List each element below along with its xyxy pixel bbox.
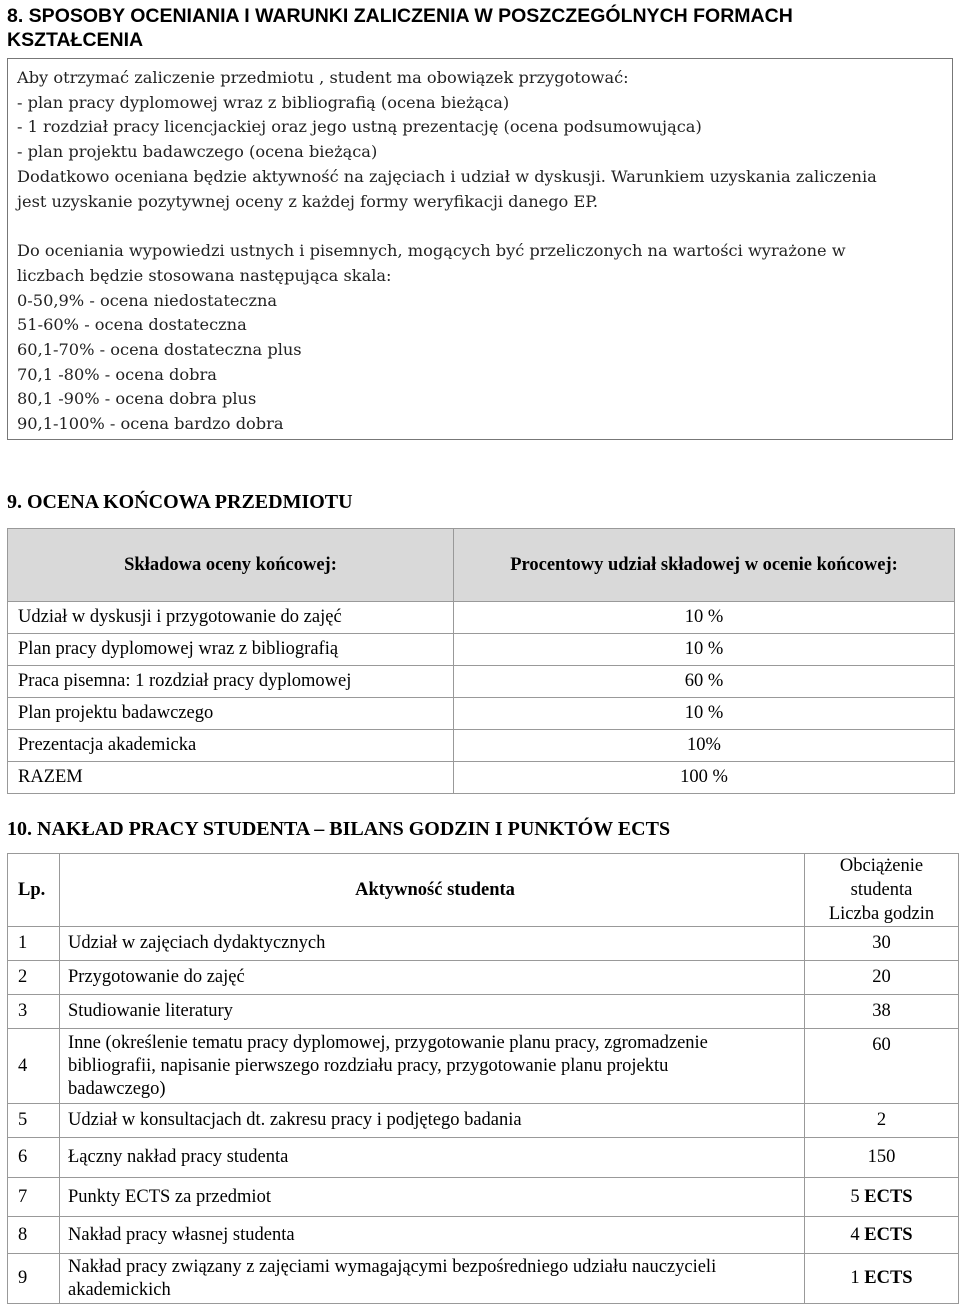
hours-value: 20 (805, 961, 959, 995)
activity-label: Nakład pracy związany z zajęciami wymagającymi bezpośredniego udziału nauczycieli akademickich (60, 1254, 805, 1304)
table-row (8, 634, 955, 666)
table-row (8, 666, 955, 698)
total-label: RAZEM (8, 762, 454, 794)
paragraph-gap (17, 214, 943, 239)
section-9-heading: 9. OCENA KOŃCOWA PRZEDMIOTU (7, 491, 353, 513)
assessment-line: - plan projektu badawczego (ocena bieżąca) (17, 142, 378, 162)
table-row (8, 1178, 959, 1217)
table-header-row (8, 854, 959, 927)
grading-scale-line: 51-60% - ocena dostateczna (17, 315, 247, 335)
assessment-line: - plan pracy dyplomowej wraz z bibliografią (ocena bieżąca) (17, 92, 510, 112)
table-row (8, 698, 955, 730)
component-label: Plan projektu badawczego (8, 698, 454, 730)
table-row (8, 1217, 959, 1254)
activity-label: Przygotowanie do zajęć (60, 961, 805, 995)
table-row (8, 730, 955, 762)
row-number: 9 (8, 1254, 60, 1304)
hours-value: 150 (805, 1138, 959, 1178)
grading-scale-line: liczbach będzie stosowana następująca skala: (17, 265, 392, 285)
hours-value: 38 (805, 995, 959, 1029)
component-percentage: 10 % (454, 602, 955, 634)
ects-number: 1 (850, 1268, 860, 1288)
table-row (8, 1104, 959, 1138)
component-label: Prezentacja akademicka (8, 730, 454, 762)
total-percentage: 100 % (454, 762, 955, 794)
table-row (8, 927, 959, 961)
grading-scale-line: 0-50,9% - ocena niedostateczna (17, 290, 278, 310)
percentage-column-header: Procentowy udział składowej w ocenie końcowej: (454, 529, 955, 602)
assessment-line: jest uzyskanie pozytywnej oceny z każdej formy weryfikacji danego EP. (17, 191, 599, 211)
table-row (8, 1029, 959, 1104)
ects-number: 4 (850, 1224, 860, 1245)
final-grade-table (7, 528, 955, 794)
hours-header-line: Obciążenie (839, 856, 924, 876)
hours-value: 60 (805, 1029, 959, 1104)
table-row (8, 961, 959, 995)
assessment-line: Aby otrzymać zaliczenie przedmiotu , student ma obowiązek przygotować: (17, 68, 629, 87)
table-row (8, 995, 959, 1029)
component-column-header: Składowa oceny końcowej: (8, 529, 454, 602)
grading-scale-line: 90,1-100% - ocena bardzo dobra (17, 414, 284, 434)
workload-table (7, 853, 959, 1304)
hours-header-line: Liczba godzin (828, 904, 935, 924)
section-10-heading: 10. NAKŁAD PRACY STUDENTA – BILANS GODZIN I PUNKTÓW ECTS (7, 818, 671, 840)
grading-scale-line: 80,1 -90% - ocena dobra plus (17, 389, 257, 409)
component-label: Udział w dyskusji i przygotowanie do zajęć (8, 602, 454, 634)
activity-label: Udział w zajęciach dydaktycznych (60, 927, 805, 961)
ects-unit: ECTS (864, 1268, 913, 1288)
hours-header-line: studenta (850, 880, 913, 900)
row-number: 3 (8, 995, 60, 1029)
table-header-row (8, 529, 955, 602)
table-row (8, 1254, 959, 1304)
activity-column-header: Aktywność studenta (60, 854, 805, 927)
row-number: 6 (8, 1138, 60, 1178)
activity-label: Udział w konsultacjach dt. zakresu pracy i podjętego badania (60, 1104, 805, 1138)
table-total-row (8, 762, 955, 794)
ects-value (805, 1217, 959, 1254)
ects-unit: ECTS (864, 1224, 913, 1245)
activity-label: Punkty ECTS za przedmiot (60, 1178, 805, 1217)
component-label: Praca pisemna: 1 rozdział pracy dyplomowej (8, 666, 454, 698)
component-label: Plan pracy dyplomowej wraz z bibliografią (8, 634, 454, 666)
activity-label: Inne (określenie tematu pracy dyplomowej, przygotowanie planu pracy, zgromadzenie bibliografii, napisanie pierwszego rozdziału pracy, przygotowanie planu projektu badawczego) (60, 1029, 805, 1104)
component-percentage: 10 % (454, 634, 955, 666)
ects-value (805, 1254, 959, 1304)
grading-scale-line: 60,1-70% - ocena dostateczna plus (17, 340, 302, 360)
ects-number: 5 (850, 1186, 860, 1207)
grading-scale-line: Do oceniania wypowiedzi ustnych i pisemnych, mogących być przeliczonych na wartości wyrażone w (17, 241, 846, 261)
table-row (8, 602, 955, 634)
row-number: 1 (8, 927, 60, 961)
hours-value: 30 (805, 927, 959, 961)
activity-label: Studiowanie literatury (60, 995, 805, 1029)
component-percentage: 10% (454, 730, 955, 762)
assessment-line: Dodatkowo oceniana będzie aktywność na zajęciach i udział w dyskusji. Warunkiem uzyskania zaliczenia (17, 166, 877, 186)
table-row (8, 1138, 959, 1178)
row-number: 5 (8, 1104, 60, 1138)
row-number: 2 (8, 961, 60, 995)
component-percentage: 60 % (454, 666, 955, 698)
section-8-heading (7, 4, 952, 52)
ects-unit: ECTS (864, 1186, 913, 1207)
hours-column-header (805, 854, 959, 927)
lp-column-header: Lp. (8, 854, 60, 927)
assessment-line: - 1 rozdział pracy licencjackiej oraz jego ustną prezentację (ocena podsumowująca) (17, 117, 702, 137)
row-number: 7 (8, 1178, 60, 1217)
section-8-heading-line-1: 8. SPOSOBY OCENIANIA I WARUNKI ZALICZENIA W POSZCZEGÓLNYCH FORMACH (7, 5, 793, 27)
row-number: 4 (8, 1029, 60, 1104)
ects-value (805, 1178, 959, 1217)
section-8-heading-line-2: KSZTAŁCENIA (7, 29, 144, 51)
hours-value: 2 (805, 1104, 959, 1138)
activity-label: Nakład pracy własnej studenta (60, 1217, 805, 1254)
grading-scale-line: 70,1 -80% - ocena dobra (17, 364, 217, 384)
activity-label: Łączny nakład pracy studenta (60, 1138, 805, 1178)
row-number: 8 (8, 1217, 60, 1254)
assessment-methods-box (7, 58, 953, 440)
component-percentage: 10 % (454, 698, 955, 730)
